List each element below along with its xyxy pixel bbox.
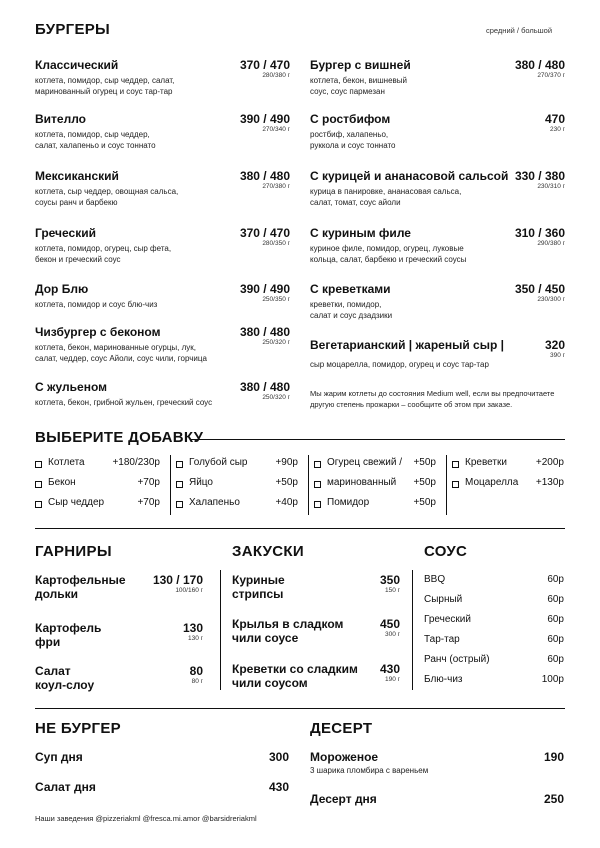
burger-weight: 270/340 г xyxy=(262,126,290,133)
addon-name: Огурец свежий / xyxy=(327,457,403,468)
checkbox-icon[interactable] xyxy=(452,481,459,488)
sauce-price: 60р xyxy=(547,654,564,665)
not-burger-price: 430 xyxy=(268,780,289,794)
burger-weight: 230/300 г xyxy=(537,296,565,303)
addon-price: +50р xyxy=(413,477,436,488)
not-burger-title: НЕ БУРГЕР xyxy=(35,720,121,737)
burger-item xyxy=(35,58,290,98)
snack-item xyxy=(232,662,400,694)
addon-price: +40р xyxy=(275,497,298,508)
burger-price: 380 / 480 xyxy=(514,58,565,72)
addon-option[interactable] xyxy=(452,457,564,473)
section-divider xyxy=(35,528,565,529)
addon-name: Халапеньо xyxy=(189,497,240,508)
garnish-price: 130 / 170 xyxy=(152,573,203,587)
burger-weight: 230/310 г xyxy=(537,183,565,190)
addon-price: +70р xyxy=(137,497,160,508)
addon-name: Яйцо xyxy=(189,477,213,488)
burger-price: 470 xyxy=(544,112,565,126)
burger-price: 310 / 360 xyxy=(514,226,565,240)
burger-price: 390 / 490 xyxy=(239,112,290,126)
garnish-name: Салат коул-слоу xyxy=(35,664,95,692)
snack-name: Куриные стрипсы xyxy=(232,573,285,601)
burger-weight: 280/380 г xyxy=(262,72,290,79)
garnish-title: ГАРНИРЫ xyxy=(35,543,112,560)
burger-item xyxy=(310,112,565,152)
burger-name: Вегетарианский | жареный сыр | xyxy=(310,338,504,352)
garnish-item xyxy=(35,573,203,605)
burger-price: 330 / 380 xyxy=(514,169,565,183)
addon-price: +200р xyxy=(535,457,564,468)
burgers-title: БУРГЕРЫ xyxy=(35,21,111,38)
checkbox-icon[interactable] xyxy=(176,461,183,468)
burger-price: 380 / 480 xyxy=(239,380,290,394)
burger-name: Бургер с вишней xyxy=(310,58,411,72)
sauce-item xyxy=(424,654,564,670)
snack-item xyxy=(232,573,400,605)
burger-weight: 250/350 г xyxy=(262,296,290,303)
checkbox-icon[interactable] xyxy=(176,501,183,508)
snack-price: 430 xyxy=(379,662,400,676)
burger-weight: 250/320 г xyxy=(262,394,290,401)
burger-name: Классический xyxy=(35,58,119,72)
not-burger-name: Салат дня xyxy=(35,780,96,794)
section-divider xyxy=(35,708,565,709)
column-divider xyxy=(412,570,413,690)
addon-option[interactable] xyxy=(176,497,298,513)
column-divider xyxy=(220,570,221,690)
sauce-price: 60р xyxy=(547,634,564,645)
burger-desc: котлета, бекон, маринованные огурцы, лук, салат, чеддер, соус Айоли, соус чили, горчица xyxy=(35,343,207,363)
addon-price: +90р xyxy=(275,457,298,468)
burger-name: С куриным филе xyxy=(310,226,411,240)
burger-name: Греческий xyxy=(35,226,96,240)
sauce-name: Ранч (острый) xyxy=(424,654,490,665)
checkbox-icon[interactable] xyxy=(35,461,42,468)
dessert-item xyxy=(310,792,564,808)
addon-option[interactable] xyxy=(176,477,298,493)
sauce-price: 60р xyxy=(547,614,564,625)
burger-weight: 250/320 г xyxy=(262,339,290,346)
sauce-price: 100р xyxy=(541,674,564,685)
burger-desc: котлета, бекон, грибной жульен, греческий соус xyxy=(35,398,213,407)
not-burger-item xyxy=(35,780,289,796)
sauce-price: 60р xyxy=(547,574,564,585)
checkbox-icon[interactable] xyxy=(35,481,42,488)
burger-item xyxy=(310,58,565,98)
burger-name: Чизбургер с беконом xyxy=(35,325,161,339)
addon-option[interactable] xyxy=(314,457,436,473)
garnish-price: 130 xyxy=(182,621,203,635)
burger-weight: 280/350 г xyxy=(262,240,290,247)
dessert-price: 250 xyxy=(543,792,564,806)
burger-item xyxy=(310,226,565,266)
addon-name: Креветки xyxy=(465,457,507,468)
burger-item xyxy=(35,282,290,312)
burger-desc: ростбиф, халапеньо, руккола и соус тоннато xyxy=(310,130,396,150)
garnish-item xyxy=(35,621,203,653)
burger-item xyxy=(35,325,290,365)
checkbox-icon[interactable] xyxy=(176,481,183,488)
sauce-item xyxy=(424,614,564,630)
burger-item xyxy=(35,380,290,410)
burger-price: 390 / 490 xyxy=(239,282,290,296)
burger-price: 370 / 470 xyxy=(239,226,290,240)
addon-option[interactable] xyxy=(176,457,298,473)
burger-desc: котлета, помидор, сыр чеддер, салат, халапеньо и соус тоннато xyxy=(35,130,156,150)
addon-name: Сыр чеддер xyxy=(48,497,105,508)
addon-name: маринованный xyxy=(327,477,397,488)
burger-weight: 270/370 г xyxy=(537,72,565,79)
snack-weight: 300 г xyxy=(384,631,400,638)
addon-name: Котлета xyxy=(48,457,85,468)
addon-option[interactable] xyxy=(314,477,436,493)
burger-name: С креветками xyxy=(310,282,391,296)
burger-desc: котлета, бекон, вишневый соус, соус пармезан xyxy=(310,76,407,96)
burger-weight: 270/380 г xyxy=(262,183,290,190)
checkbox-icon[interactable] xyxy=(314,461,321,468)
dessert-title: ДЕСЕРТ xyxy=(310,720,373,737)
sauce-title: СОУС xyxy=(424,543,468,560)
snacks-title: ЗАКУСКИ xyxy=(232,543,304,560)
sauce-item xyxy=(424,634,564,650)
garnish-name: Картофель фри xyxy=(35,621,102,649)
snack-item xyxy=(232,617,400,649)
burger-item xyxy=(35,112,290,152)
dessert-name: Десерт дня xyxy=(310,792,377,806)
sauce-item xyxy=(424,574,564,590)
dessert-price: 190 xyxy=(543,750,564,764)
dessert-name: Мороженое xyxy=(310,750,379,764)
frying-note: Мы жарим котлеты до состояния Medium well, если вы предпочитаете другую степень прожарки – сообщите об этом при заказе. xyxy=(310,389,555,409)
sauce-name: Сырный xyxy=(424,594,463,605)
burger-desc: креветки, помидор, салат и соус дзадзики xyxy=(310,300,393,320)
burger-price: 350 / 450 xyxy=(514,282,565,296)
footer-venues: Наши заведения @pizzeriakml @fresca.mi.amor @barsidreriakml xyxy=(35,814,257,823)
sauce-name: Тар-тар xyxy=(424,634,460,645)
addon-price: +50р xyxy=(413,497,436,508)
burger-name: С жульеном xyxy=(35,380,107,394)
addon-price: +130р xyxy=(535,477,564,488)
snack-price: 350 xyxy=(379,573,400,587)
addon-option[interactable] xyxy=(35,497,160,513)
garnish-weight: 100/160 г xyxy=(175,587,203,594)
addon-name: Моцарелла xyxy=(465,477,519,488)
burger-desc: котлета, помидор, сыр чеддер, салат, маринованный огурец и соус тар-тар xyxy=(35,76,175,96)
burger-weight: 230 г xyxy=(549,126,565,133)
burger-item xyxy=(310,169,565,209)
sauce-item xyxy=(424,674,564,690)
burger-price: 320 xyxy=(544,338,565,352)
sauce-name: BBQ xyxy=(424,574,446,585)
addon-option[interactable] xyxy=(452,477,564,493)
addon-price: +180/230р xyxy=(112,457,160,468)
checkbox-icon[interactable] xyxy=(452,461,459,468)
burger-item xyxy=(35,226,290,266)
addon-name: Бекон xyxy=(48,477,76,488)
garnish-weight: 80 г xyxy=(191,678,203,685)
garnish-name: Картофельные дольки xyxy=(35,573,126,601)
garnish-price: 80 xyxy=(189,664,203,678)
snack-name: Креветки со сладким чили соусом xyxy=(232,662,358,690)
addon-name: Голубой сыр xyxy=(189,457,248,468)
burger-desc: куриное филе, помидор, огурец, луковые кольца, салат, барбекю и греческий соусы xyxy=(310,244,467,264)
addon-option[interactable] xyxy=(314,497,436,513)
sauce-name: Блю-чиз xyxy=(424,674,463,685)
addon-option[interactable] xyxy=(35,477,160,493)
burger-price: 380 / 480 xyxy=(239,169,290,183)
addon-option[interactable] xyxy=(35,457,160,473)
dessert-item xyxy=(310,750,564,775)
sauce-price: 60р xyxy=(547,594,564,605)
snack-name: Крылья в сладком чили соусе xyxy=(232,617,344,645)
burger-item xyxy=(310,282,565,322)
burger-name: Мексиканский xyxy=(35,169,119,183)
garnish-weight: 130 г xyxy=(187,635,203,642)
snack-weight: 190 г xyxy=(384,676,400,683)
snack-weight: 150 г xyxy=(384,587,400,594)
snack-price: 450 xyxy=(379,617,400,631)
dessert-desc: 3 шарика пломбира с вареньем xyxy=(310,766,429,775)
burger-weight: 390 г xyxy=(549,352,565,359)
burger-weight: 290/380 г xyxy=(537,240,565,247)
garnish-item xyxy=(35,664,203,696)
addons-heading-rule xyxy=(190,439,565,440)
not-burger-price: 300 xyxy=(268,750,289,764)
checkbox-icon[interactable] xyxy=(314,481,321,488)
burger-desc: курица в панировке, ананасовая сальса, салат, томат, соус айоли xyxy=(310,187,462,207)
checkbox-icon[interactable] xyxy=(314,501,321,508)
burger-name: Дор Блю xyxy=(35,282,89,296)
sizes-note: средний / большой xyxy=(486,26,553,35)
burger-name: С ростбифом xyxy=(310,112,391,126)
burger-item xyxy=(310,338,565,368)
burger-desc: котлета, сыр чеддер, овощная сальса, соусы ранч и барбекю xyxy=(35,187,179,207)
burger-desc: сыр моцарелла, помидор, огурец и соус тар-тар xyxy=(310,360,489,369)
burger-price: 380 / 480 xyxy=(239,325,290,339)
burger-price: 370 / 470 xyxy=(239,58,290,72)
addon-price: +50р xyxy=(275,477,298,488)
addon-price: +50р xyxy=(413,457,436,468)
burger-name: С курицей и ананасовой сальсой xyxy=(310,169,509,183)
addon-name: Помидор xyxy=(327,497,370,508)
not-burger-item xyxy=(35,750,289,766)
addons-separator xyxy=(308,455,309,515)
sauce-name: Греческий xyxy=(424,614,471,625)
sauce-item xyxy=(424,594,564,610)
burger-desc: котлета, помидор и соус блю-чиз xyxy=(35,300,158,309)
burger-item xyxy=(35,169,290,209)
not-burger-name: Суп дня xyxy=(35,750,83,764)
addons-title: ВЫБЕРИТЕ ДОБАВКУ xyxy=(35,429,204,446)
addon-price: +70р xyxy=(137,477,160,488)
burger-name: Вителло xyxy=(35,112,87,126)
checkbox-icon[interactable] xyxy=(35,501,42,508)
burger-desc: котлета, помидор, огурец, сыр фета, бекон и греческий соус xyxy=(35,244,172,264)
addons-separator xyxy=(446,455,447,515)
addons-separator xyxy=(170,455,171,515)
